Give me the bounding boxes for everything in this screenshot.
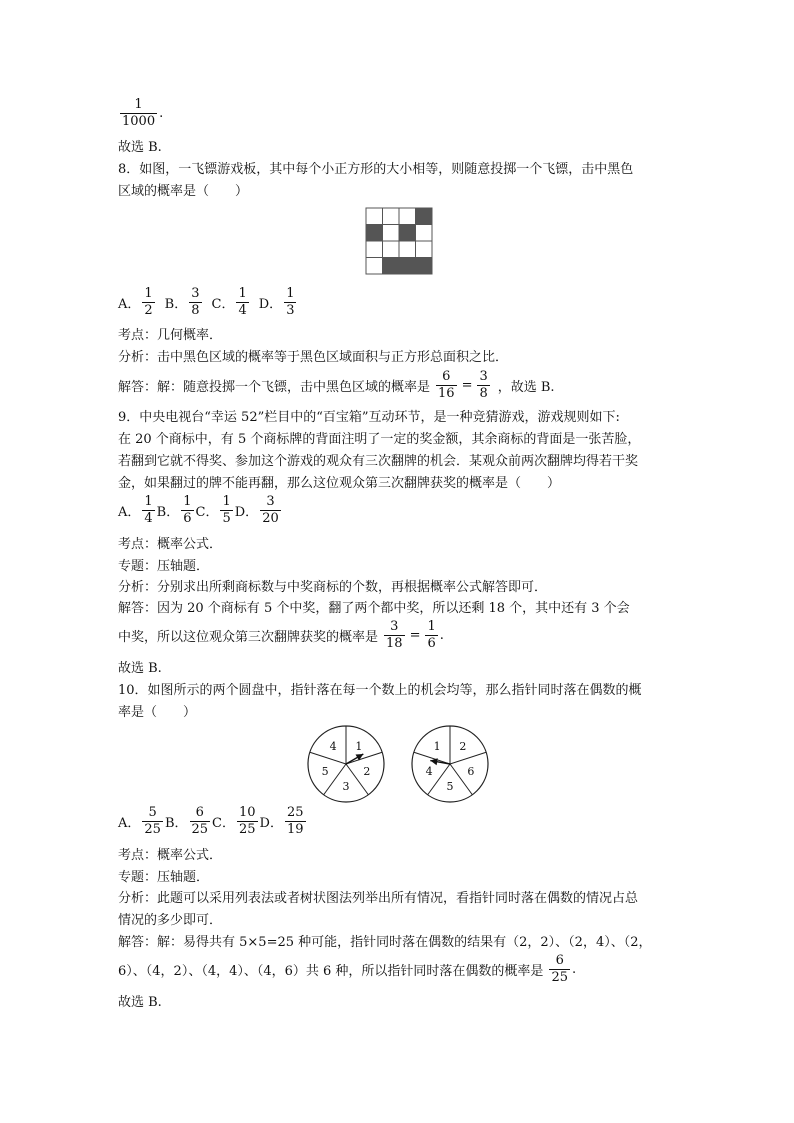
numerator: 1 (144, 494, 153, 509)
denominator: 25 (191, 822, 209, 837)
q9-jieda-line2 (118, 620, 444, 651)
grid-cell-white (366, 258, 383, 275)
q9-option-b-fraction (181, 495, 193, 526)
grid-cell-black (399, 225, 416, 242)
q8-kaodian: 考点：几何概率． (118, 328, 223, 343)
q8-option-a-label: A． (118, 297, 141, 312)
denominator: 2 (144, 303, 153, 318)
q8-option-b-fraction (189, 287, 201, 318)
fraction (384, 620, 405, 651)
grid-cell-white (416, 225, 433, 242)
numerator: 1 (183, 494, 192, 509)
numerator: 6 (442, 369, 451, 384)
equals-sign: = (461, 378, 473, 393)
q9-option-d-label: D． (234, 505, 259, 520)
sector-number-label: 1 (355, 740, 363, 754)
denominator: 5 (222, 511, 231, 526)
grid-cell-white (366, 208, 383, 225)
q10-option-b-fraction (190, 806, 211, 837)
denominator: 1000 (122, 114, 156, 129)
sector-number-label: 5 (446, 780, 454, 793)
q8-fenxi: 分析：击中黑色区域的概率等于黑色区域面积与正方形总面积之比． (118, 350, 509, 365)
denominator: 4 (238, 303, 247, 318)
denominator: 20 (262, 511, 279, 526)
numerator: 1 (134, 97, 143, 112)
grid-cell-white (383, 225, 400, 242)
fraction (436, 370, 457, 401)
q10-option-a-label: A． (118, 816, 141, 831)
dartboard-grid-figure (365, 207, 433, 275)
grid-cell-white (399, 208, 416, 225)
q10-conclusion: 故选 B. (118, 995, 162, 1010)
numerator: 1 (144, 286, 153, 301)
q9-zhuanti: 专题：压轴题． (118, 559, 210, 574)
grid-cell-black (416, 208, 433, 225)
fraction (120, 98, 157, 129)
q9-question-line1: 9．中央电视台“幸运 52”栏目中的“百宝箱”互动环节，是一种竞猜游戏，游戏规则如下: (118, 410, 620, 425)
q9-option-a-label: A． (118, 505, 141, 520)
grid-cell-white (399, 241, 416, 258)
denominator: 8 (191, 303, 200, 318)
q8-option-d-label: D． (258, 297, 283, 312)
grid-cell-white (383, 208, 400, 225)
sector-number-label: 4 (425, 764, 433, 778)
q9-kaodian: 考点：概率公式． (118, 537, 223, 552)
q9-question-line3: 若翻到它就不得奖、参加这个游戏的观众有三次翻牌的机会．某观众前两次翻牌均得若干奖 (118, 454, 639, 469)
numerator: 3 (479, 369, 488, 384)
q10-option-d-label: D． (259, 816, 283, 831)
sector-number-label: 3 (342, 780, 350, 793)
sector-number-label: 1 (433, 740, 441, 754)
q10-question-line2: 率是（ ） (118, 705, 197, 720)
q8-option-c-label: C． (211, 297, 235, 312)
q10-kaodian: 考点：概率公式． (118, 848, 223, 863)
sector-number-label: 4 (329, 740, 337, 754)
fraction (425, 620, 437, 651)
denominator: 16 (438, 386, 455, 401)
top-conclusion: 故选 B. (118, 140, 162, 155)
q10-jieda-line1: 解答：解：易得共有 5×5=25 种可能，指针同时落在偶数的结果有（2，2）、（2，4）、（2， (118, 935, 652, 950)
numerator: 1 (238, 286, 247, 301)
q9-option-b-label: B． (156, 505, 180, 520)
q9-question-line2: 在 20 个商标中，有 5 个商标牌的背面注明了一定的奖金额，其余商标的背面是一张苦脸， (118, 432, 641, 447)
numerator: 1 (286, 286, 295, 301)
q8-option-d-fraction (284, 287, 296, 318)
q10-option-a-fraction (142, 806, 163, 837)
top-fraction-line (118, 98, 163, 129)
grid-cell-white (416, 241, 433, 258)
numerator: 25 (286, 805, 304, 820)
grid-cell-white (383, 241, 400, 258)
numerator: 1 (427, 619, 436, 634)
grid-cell-black (366, 225, 383, 242)
denominator: 25 (239, 822, 256, 837)
q10-question-line1: 10．如图所示的两个圆盘中，指针落在每一个数上的机会均等，那么指针同时落在偶数的概 (118, 683, 642, 698)
spinner-disk-1 (306, 724, 386, 804)
spinner-disk-2 (410, 724, 490, 804)
q9-jieda-text: 中奖，所以这位观众第三次翻牌获奖的概率是 (118, 630, 379, 645)
numerator: 3 (191, 286, 200, 301)
q8-options (118, 287, 298, 318)
q9-option-d-fraction (260, 495, 281, 526)
q10-jieda-line2 (118, 954, 576, 985)
sector-number-label: 2 (459, 740, 467, 754)
q8-option-b-label: B． (164, 297, 188, 312)
grid-cell-black (416, 258, 433, 275)
q10-option-d-fraction (285, 806, 306, 837)
denominator: 6 (183, 511, 192, 526)
q9-option-c-label: C． (195, 505, 219, 520)
grid-cell-black (383, 258, 400, 275)
denominator: 19 (286, 822, 304, 837)
period: . (571, 962, 577, 977)
q8-question-line1: 8．如图，一飞镖游戏板，其中每个小正方形的大小相等，则随意投掷一个飞镖，击中黑色 (118, 162, 634, 177)
q9-options (118, 495, 283, 526)
q10-option-c-fraction (237, 806, 258, 837)
numerator: 6 (195, 805, 204, 820)
q9-conclusion: 故选 B. (118, 661, 162, 676)
sector-number-label: 5 (321, 764, 329, 778)
period: . (439, 628, 444, 643)
numerator: 6 (555, 953, 564, 968)
fraction (477, 370, 489, 401)
denominator: 3 (286, 303, 295, 318)
numerator: 3 (266, 494, 275, 509)
q9-option-a-fraction (142, 495, 154, 526)
numerator: 3 (390, 619, 399, 634)
q10-jieda-text: 6）、（4，2）、（4，4）、（4，6）共 6 种，所以指针同时落在偶数的概率是 (118, 964, 544, 979)
q9-option-c-fraction (220, 495, 232, 526)
fraction (549, 954, 570, 985)
numerator: 1 (222, 494, 231, 509)
period: . (159, 106, 164, 121)
q10-option-c-label: C． (212, 816, 235, 831)
q9-fenxi: 分析：分别求出所剩商标数与中奖商标的个数，再根据概率公式解答即可． (118, 580, 548, 595)
q10-fenxi-line1: 分析：此题可以采用列表法或者树状图法列举出所有情况，看指针同时落在偶数的情况占总 (118, 891, 639, 906)
grid-cell-white (366, 241, 383, 258)
denominator: 8 (479, 386, 488, 401)
q8-option-c-fraction (236, 287, 248, 318)
equals-sign: = (409, 628, 421, 643)
denominator: 6 (427, 636, 436, 651)
denominator: 25 (551, 970, 568, 985)
q9-question-line4: 金，如果翻过的牌不能再翻，那么这位观众第三次翻牌获奖的概率是（ ） (118, 476, 561, 491)
q10-option-b-label: B． (164, 816, 188, 831)
q10-zhuanti: 专题：压轴题． (118, 870, 210, 885)
denominator: 25 (144, 822, 161, 837)
q9-jieda-line1: 解答：因为 20 个商标有 5 个中奖，翻了两个都中奖，所以还剩 18 个，其中还有 3 个会 (118, 601, 630, 616)
grid-cell-black (399, 258, 416, 275)
sector-number-label: 2 (363, 764, 371, 778)
q8-jieda (118, 370, 555, 401)
denominator: 18 (386, 636, 403, 651)
q10-fenxi-line2: 情况的多少即可． (118, 913, 223, 928)
q8-question-line2: 区域的概率是（ ） (118, 184, 249, 199)
q8-jieda-suffix: ，故选 B. (497, 380, 555, 395)
denominator: 4 (144, 511, 153, 526)
q10-options (118, 806, 308, 837)
sector-number-label: 6 (467, 764, 475, 778)
numerator: 5 (148, 805, 157, 820)
numerator: 10 (239, 805, 256, 820)
q8-jieda-text: 解答：解：随意投掷一个飞镖，击中黑色区域的概率是 (118, 380, 431, 395)
q8-option-a-fraction (142, 287, 154, 318)
